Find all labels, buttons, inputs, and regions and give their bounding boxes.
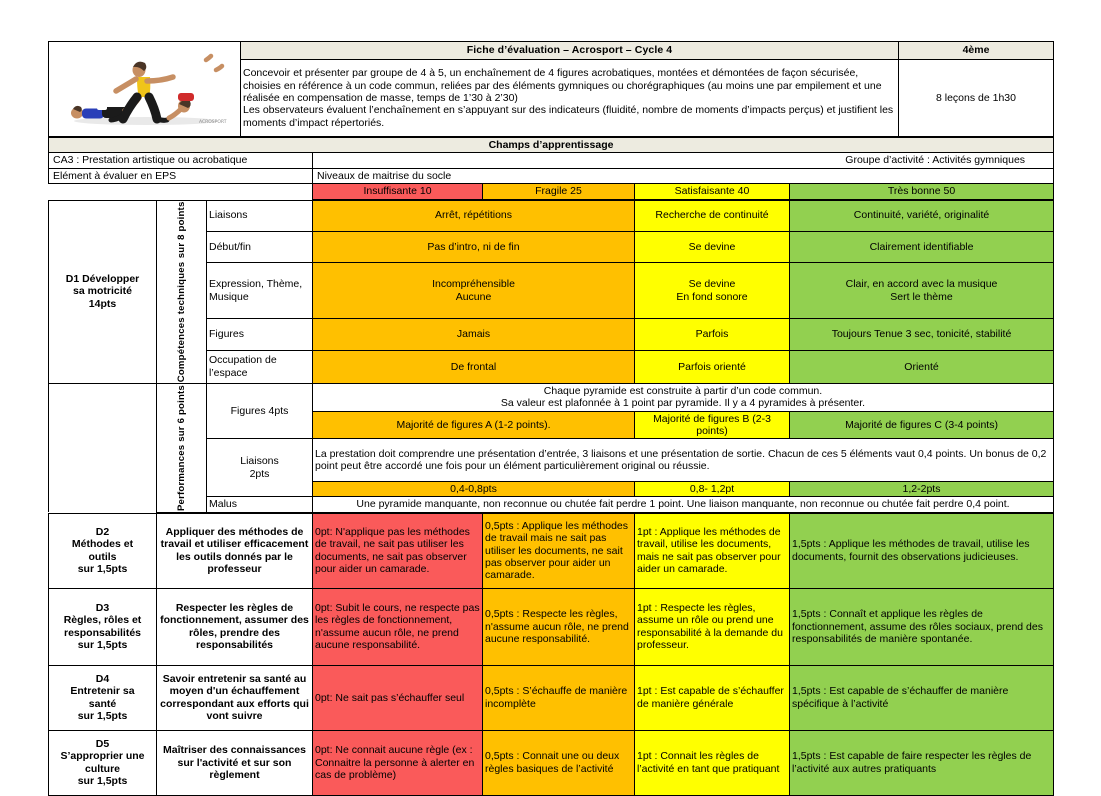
d1-expression-tres-bonne-line-2: Sert le thème [890,290,953,303]
d3-level-insuffisante: 0pt: Subit le cours, ne respecte pas les règles de fonctionnement, n'assume aucun rôle, ne prend aucune responsabilité. [313,588,483,665]
d2-level-tres-bonne: 1,5pts : Applique les méthodes de travail, utilise les documents, fournit des observations judicieuses. [790,513,1054,588]
d1-criterion-occupation-line-2: l’espace [209,366,248,379]
d4-domain-label [49,665,157,730]
d1-perf-liaisons-description: La prestation doit comprendre une présentation d’entrée, 3 liaisons et une présentation de sortie. Chacun de ces 5 éléments vaut 0,4 points. Un bonus de 0,2 point peut être accordé une fois pour un élément particulièrement original ou réussie. [313,439,1054,482]
d1-perf-figures-label: Figures 4pts [207,383,313,439]
d1-perf-liaisons-label-line-1: Liaisons [240,455,279,468]
d5-description: Maîtriser des connaissances sur l'activité et sur son règlement [157,730,313,795]
d2-title-line-2: Méthodes et [71,538,134,551]
competences-line-2: sur 8 points [175,201,187,259]
evaluation-sheet [48,41,1053,796]
d1-domain-label [49,200,157,383]
d1-domain-spacer [49,383,157,512]
d5-domain-label [49,730,157,795]
d1-expression-tres-bonne-line-1: Clair, en accord avec la musique [845,278,998,291]
level-header-satisfaisante: Satisfaisante 40 [635,184,790,199]
d3-level-tres-bonne: 1,5pts : Connaît et applique les règles de fonctionnement, assume des rôles sociaux, prend des responsabilités de manière spontanée. [790,588,1054,665]
d1-perf-figures-band-c: Majorité de figures C (3-4 points) [790,411,1054,439]
d1-criterion-expression-line-2: Musique [209,290,249,303]
d1-criterion-occupation-line-1: Occupation de [209,354,277,367]
d1-debutfin-insuffisante: Pas d’intro, ni de fin [313,231,635,262]
d1-row-perf-figures-text [49,383,1054,411]
champs-row [49,138,1054,153]
d2-title-line-4: sur 1,5pts [77,563,128,576]
d1-perf-figures-band-a: Majorité de figures A (1-2 points). [313,411,635,439]
description-line-2: Les observateurs évaluent l’enchaînement en s’appuyant sur des indicateurs (fluidité, nombre de moments d’impacts perçus) et justifient les moments d’impact répertoriés. [243,104,894,129]
d1-liaisons-tres-bonne: Continuité, variété, originalité [790,200,1054,231]
domain-row-d4 [49,665,1054,730]
d1-perf-figures-band-b: Majorité de figures B (2-3 points) [635,411,790,439]
element-evaluer-label: Elément à évaluer en EPS [49,168,313,183]
lessons-count: 8 leçons de 1h30 [899,60,1054,137]
d1-table [48,200,1054,513]
d2-level-satisfaisante: 1pt : Applique les méthodes de travail, utilise les documents, mais ne sait pas observer pour aider un camarade. [635,513,790,588]
ca3-label: CA3 : Prestation artistique ou acrobatique [49,153,313,168]
d2-description: Appliquer des méthodes de travail et utiliser efficacement les outils donnés par le professeur [157,513,313,588]
d1-perf-figures-desc-line-1: Chaque pyramide est construite à partir d’un code commun. [543,384,823,397]
d1-perf-liaisons-label-line-2: 2pts [249,467,270,480]
d4-level-satisfaisante: 1pt : Est capable de s’échauffer de manière générale [635,665,790,730]
d1-malus-text: Une pyramide manquante, non reconnue ou chutée fait perdre 1 point. Une liaison manquante, non reconnue ou chutée fait perdre 0,4 point. [313,497,1054,512]
d1-liaisons-satisfaisante: Recherche de continuité [635,200,790,231]
acrosport-photo-cell [49,42,241,137]
d1-occupation-insuffisante: De frontal [313,350,635,383]
d1-expression-satisfaisante-line-2: En fond sonore [676,290,748,303]
bands-table [48,137,1054,200]
performances-vertical-label [176,385,187,511]
d3-title-line-4: sur 1,5pts [77,639,128,652]
domain-row-d5 [49,730,1054,795]
d5-title-line-2: S’approprier une [60,750,145,763]
d4-level-insuffisante: 0pt: Ne sait pas s’échauffer seul [313,665,483,730]
d1-domain-line-3: 14pts [88,297,117,310]
d1-expression-insuffisante [313,263,635,319]
d5-level-satisfaisante: 1pt : Connait les règles de l’activité en tant que pratiquant [635,730,790,795]
competences-techniques-vertical-label [176,202,187,382]
d3-level-fragile: 0,5pts : Respecte les règles, n'assume aucun rôle, ne prend aucune responsabilité. [483,588,635,665]
d1-perf-liaisons-band-high: 1,2-2pts [790,482,1054,497]
levels-spacer [49,184,313,199]
d3-title-line-2: Règles, rôles et [63,614,142,627]
d1-competences-group-label [157,200,207,383]
champs-apprentissage-label: Champs d’apprentissage [49,138,1054,153]
level-header-insuffisante: Insuffisante 10 [313,184,483,199]
d4-title-line-3: santé [88,697,117,710]
header-table [48,41,1054,137]
d1-criterion-occupation [207,350,313,383]
d1-perf-figures-description [313,383,1054,411]
d3-title-line-3: responsabilités [63,626,142,639]
d5-level-insuffisante: 0pt: Ne connait aucune règle (ex : Connaitre la personne à alerter en cas de problème) [313,730,483,795]
description-line-1: Concevoir et présenter par groupe de 4 à 5, un enchaînement de 4 figures acrobatiques, montées et démontées de façon sécurisée, choisies en référence à un code commun, reliées par des éléments gymniques ou chorégraphiques (au moins une par empilement et une réalisée en compensation de masse, temps de 1’30 à 2’30) [243,67,882,104]
d2-title-line-1: D2 [95,526,110,539]
d1-row-liaisons [49,200,1054,231]
competences-line-1: Compétences techniques [175,261,187,382]
d2-domain-label [49,513,157,588]
d3-description: Respecter les règles de fonctionnement, assumer des rôles, prendre des responsabilités [157,588,313,665]
d1-occupation-tres-bonne: Orienté [790,350,1054,383]
d5-title-line-3: culture [84,762,120,775]
d1-expression-satisfaisante [635,263,790,319]
d1-debutfin-satisfaisante: Se devine [635,231,790,262]
performances-line-1: Performances sur 6 [175,417,187,511]
d1-perf-liaisons-label [207,439,313,497]
d1-criterion-debut-fin: Début/fin [207,231,313,262]
d4-title-line-4: sur 1,5pts [77,710,128,723]
d4-title-line-1: D4 [95,673,110,686]
d2-title-line-3: outils [88,550,117,563]
d4-title-line-2: Entretenir sa [70,685,135,698]
d1-domain-line-1: D1 Développer [65,273,140,286]
d1-criterion-figures: Figures [207,319,313,350]
acrosport-photo [51,43,238,135]
grade-label: 4ème [899,42,1054,60]
header-row-title [49,42,1054,60]
d1-figures-tres-bonne: Toujours Tenue 3 sec, tonicité, stabilité [790,319,1054,350]
d1-domain-line-2: sa motricité [73,285,132,298]
d1-perf-liaisons-band-low: 0,4-0,8pts [313,482,635,497]
d1-expression-tres-bonne [790,263,1054,319]
d1-expression-satisfaisante-line-1: Se devine [688,278,736,291]
domain-row-d3 [49,588,1054,665]
d3-domain-label [49,588,157,665]
d5-title-line-4: sur 1,5pts [77,775,128,788]
d1-expression-insuffisante-line-2: Aucune [455,290,492,303]
d1-figures-satisfaisante: Parfois [635,319,790,350]
d5-level-fragile: 0,5pts : Connait une ou deux règles basiques de l’activité [483,730,635,795]
svg-text:ACROSPORT: ACROSPORT [199,120,227,125]
d5-title-line-1: D5 [95,738,110,751]
d2-level-fragile: 0,5pts : Applique les méthodes de travail mais ne sait pas utiliser les documents, ne sait pas observer pour aider un camarade. [483,513,635,588]
d1-perf-liaisons-band-mid: 0,8- 1,2pt [635,482,790,497]
d3-level-satisfaisante: 1pt : Respecte les règles, assume un rôle ou prend une responsabilité à la demande du professeur. [635,588,790,665]
d1-performances-group-label [157,383,207,512]
activity-description [241,60,899,137]
d2-level-insuffisante: 0pt: N'applique pas les méthodes de travail, ne sait pas utiliser les documents, ne sait pas observer pour aider un camarade. [313,513,483,588]
domains-table [48,513,1054,796]
d1-expression-insuffisante-line-1: Incompréhensible [432,278,515,291]
d1-criterion-liaisons: Liaisons [207,200,313,231]
d1-perf-figures-desc-line-2: Sa valeur est plafonnée à 1 point par pyramide. Il y a 4 pyramides à présenter. [500,397,866,410]
element-row [49,168,1054,183]
ca3-row [49,153,1054,168]
d1-figures-insuffisante: Jamais [313,319,635,350]
acrosport-illustration-icon [51,43,238,135]
level-header-tres-bonne: Très bonne 50 [790,184,1054,199]
d4-level-fragile: 0,5pts : S’échauffe de manière incomplète [483,665,635,730]
performances-line-2: points [175,384,187,415]
d5-level-tres-bonne: 1,5pts : Est capable de faire respecter les règles de l’activité aux autres pratiquants [790,730,1054,795]
d4-level-tres-bonne: 1,5pts : Est capable de s’échauffer de manière spécifique à l’activité [790,665,1054,730]
d1-liaisons-insuffisante: Arrêt, répétitions [313,200,635,231]
levels-row [49,184,1054,199]
d1-criterion-expression [207,263,313,319]
d1-occupation-satisfaisante: Parfois orienté [635,350,790,383]
page-title: Fiche d’évaluation – Acrosport – Cycle 4 [241,42,899,60]
groupe-activite-label: Groupe d’activité : Activités gymniques [313,153,1054,168]
d1-criterion-expression-line-1: Expression, Thème, [209,278,303,291]
d1-debutfin-tres-bonne: Clairement identifiable [790,231,1054,262]
domain-row-d2 [49,513,1054,588]
d4-description: Savoir entretenir sa santé au moyen d'un échauffement correspondant aux efforts qui vont suivre [157,665,313,730]
d1-malus-label: Malus [207,497,313,512]
level-header-fragile: Fragile 25 [483,184,635,199]
niveaux-maitrise-label: Niveaux de maitrise du socle [313,168,1054,183]
d3-title-line-1: D3 [95,602,110,615]
